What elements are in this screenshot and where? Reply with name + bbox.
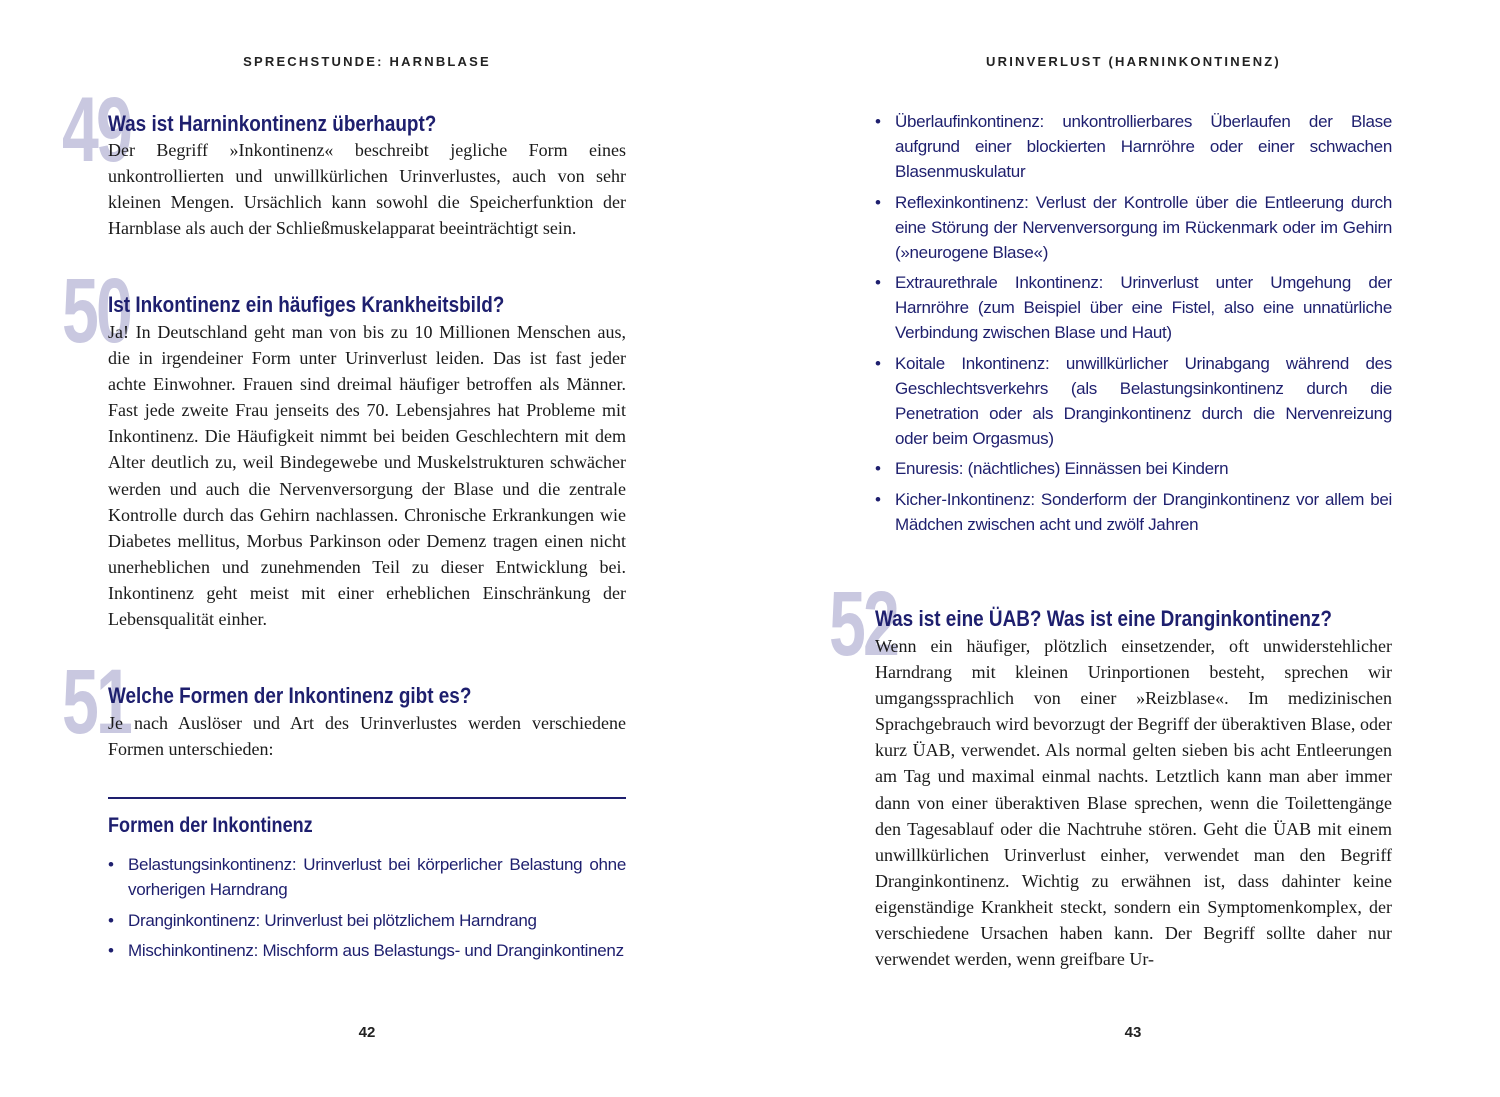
question-number: 50	[62, 260, 130, 362]
box-list	[108, 852, 626, 969]
question-answer: Ja! In Deutschland geht man von bis zu 10 Millionen Menschen aus, die in irgendeiner Form unter Urinverlust leiden. Das ist fast jeder achte Einwohner. Frauen sind dreimal häufiger betroffen als Männer. Fast jede zweite Frau jenseits des 70. Lebensjahres hat Probleme mit Inkontinenz. Die Häufigkeit nimmt bei beiden Geschlechtern mit dem Alter deutlich zu, weil Bindegewebe und Muskelstrukturen schwächer werden und auch die Nervenversorgung der Blase und die zentrale Kontrolle durch das Gehirn nachlassen. Chronische Erkrankungen wie Diabetes mellitus, Morbus Parkinson oder Demenz tragen einen nicht unerheblichen und zunehmenden Teil zu dieser Entwicklung bei. Inkontinenz geht meist mit einer erheblichen Einschränkung der Lebensqualität einher.	[108, 322, 626, 630]
list-item: • Mischinkontinenz: Mischform aus Belastungs- und Dranginkontinenz	[108, 938, 626, 963]
list-item: • Überlaufinkontinenz: unkontrollierbares Überlaufen der Blase aufgrund einer blockierten Harnröhre oder einer schwachen Blasenmuskulatur	[875, 109, 1392, 184]
question-answer: Je nach Auslöser und Art des Urinverlustes werden verschiedene Formen unterschieden:	[108, 713, 626, 760]
question-title: Welche Formen der Inkontinenz gibt es?	[108, 683, 472, 708]
page-number: 43	[1124, 1024, 1142, 1041]
question-number: 52	[829, 573, 897, 675]
list-item: • Reflexinkontinenz: Verlust der Kontrolle über die Entleerung durch eine Störung der Nervenversorgung im Rückenmark oder im Gehirn (»neurogene Blase«)	[875, 190, 1392, 265]
question-answer: Der Begriff »Inkontinenz« beschreibt jegliche Form eines unkontrollierten und unwillkürlichen Urinverlustes, auch von sehr kleinen Mengen. Ursächlich kann sowohl die Speicherfunktion der Harnblase als auch der Schließmuskelapparat beeinträchtigt sein.	[108, 140, 626, 239]
page-number: 42	[358, 1024, 376, 1041]
list-item: • Dranginkontinenz: Urinverlust bei plötzlichem Harndrang	[108, 908, 626, 933]
running-head: SPRECHSTUNDE: HARNBLASE	[243, 54, 491, 69]
running-head: URINVERLUST (HARNINKONTINENZ)	[986, 54, 1281, 69]
question-number: 49	[62, 79, 130, 181]
box-title: Formen der Inkontinenz	[108, 814, 313, 837]
list-item: • Koitale Inkontinenz: unwillkürlicher Urinabgang während des Geschlechtsverkehrs (als Belastungsinkontinenz durch die Penetration oder als Dranginkontinenz durch die Nervenreizung oder beim Orgasmus)	[875, 351, 1392, 451]
question-title: Was ist eine ÜAB? Was ist eine Dranginkontinenz?	[875, 606, 1332, 631]
list-item: • Extraurethrale Inkontinenz: Urinverlust unter Umgehung der Harnröhre (zum Beispiel über eine Fistel, also eine unnatürliche Verbindung zwischen Blase und Haut)	[875, 270, 1392, 345]
question-answer: Wenn ein häufiger, plötzlich einsetzender, oft unwiderstehlicher Harndrang mit kleinen Urinportionen besteht, sprechen wir umgangssprachlich von einer »Reizblase«. Im medizinischen Sprachgebrauch wird bevorzugt der Begriff der überaktiven Blase, oder kurz ÜAB, verwendet. Als normal gelten sieben bis acht Entleerungen am Tag und maximal einmal nachts. Letztlich kann man aber immer dann von einer überaktiven Blase sprechen, wenn die Toilettengänge den Tagesablauf oder die Nachtruhe stören. Geht die ÜAB mit einem unwillkürlichen Urinverlust einher, verwendet man den Begriff Dranginkontinenz. Wichtig zu erwähnen ist, dass dahinter keine eigenständige Krankheit steckt, sondern ein Symptomenkomplex, der verschiedene Ursachen haben kann. Der Begriff sollte daher nur verwendet werden, wenn greifbare Ur-	[875, 636, 1392, 970]
question-title: Ist Inkontinenz ein häufiges Krankheitsbild?	[108, 292, 505, 317]
box-divider	[108, 797, 626, 799]
list-item: • Enuresis: (nächtliches) Einnässen bei Kindern	[875, 456, 1392, 481]
question-number: 51	[62, 651, 130, 753]
list-item: • Belastungsinkontinenz: Urinverlust bei körperlicher Belastung ohne vorherigen Harndrang	[108, 852, 626, 902]
continued-list	[875, 109, 1392, 542]
list-item: • Kicher-Inkontinenz: Sonderform der Dranginkontinenz vor allem bei Mädchen zwischen acht und zwölf Jahren	[875, 487, 1392, 537]
question-title: Was ist Harninkontinenz überhaupt?	[108, 111, 437, 136]
